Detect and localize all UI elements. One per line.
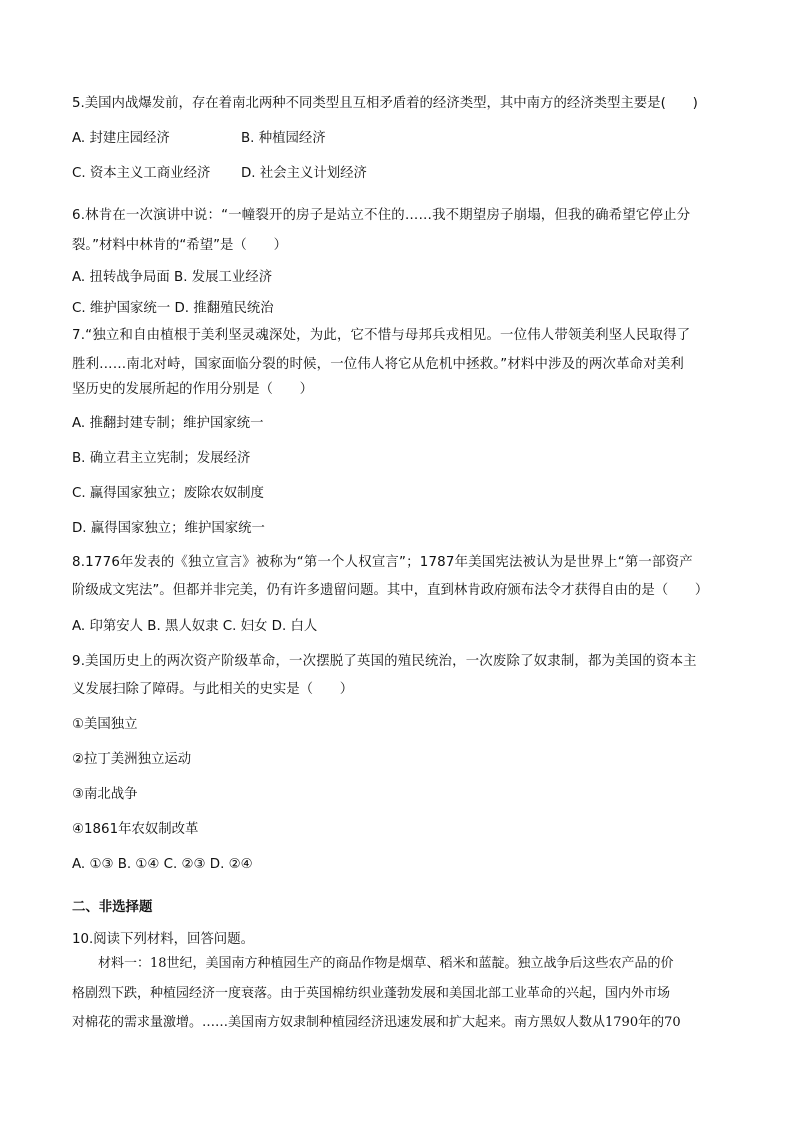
question-9-item-4: ④1861年农奴制改革 [72, 822, 199, 837]
question-6-stem-line-1: 6.林肯在一次演讲中说：“一幢裂开的房子是站立不住的……我不期望房子崩塌，但我的确希望它停止分 [72, 208, 691, 223]
question-10-stem: 10.阅读下列材料，回答问题。 [72, 932, 254, 947]
question-5-stem: 5.美国内战爆发前，存在着南北两种不同类型且互相矛盾着的经济类型，其中南方的经济类型主要是( ) [72, 96, 698, 111]
question-8-options: A. 印第安人 B. 黑人奴隶 C. 妇女 D. 白人 [72, 619, 318, 634]
question-5-option-b: B. 种植园经济 [241, 131, 326, 146]
material-1-line-3: 对棉花的需求量激增。……美国南方奴隶制种植园经济迅速发展和扩大起来。南方黑奴人数从1790年的70 [72, 1015, 681, 1030]
section-heading: 二、非选择题 [72, 900, 153, 915]
question-9-item-3: ③南北战争 [72, 787, 138, 802]
question-6-stem-line-2: 裂。”材料中林肯的“希望”是（ ） [72, 238, 287, 253]
question-5-option-d: D. 社会主义计划经济 [241, 166, 367, 181]
question-8-stem-line-2: 阶级成文宪法”。但都并非完美，仍有许多遗留问题。其中，直到林肯政府颁布法令才获得自由的是（ ） [72, 583, 709, 598]
question-5-option-c: C. 资本主义工商业经济 [72, 166, 211, 181]
question-9-item-1: ①美国独立 [72, 717, 138, 732]
question-9-stem-line-2: 义发展扫除了障碍。与此相关的史实是（ ） [72, 682, 354, 697]
question-7-option-d: D. 赢得国家独立；维护国家统一 [72, 521, 265, 536]
question-7-option-a: A. 推翻封建专制；维护国家统一 [72, 416, 264, 431]
material-1-line-2: 格剧烈下跌，种植园经济一度衰落。由于英国棉纺织业蓬勃发展和美国北部工业革命的兴起，国内外市场 [72, 986, 671, 1001]
question-6-options-ab: A. 扭转战争局面 B. 发展工业经济 [72, 270, 273, 285]
question-9-options: A. ①③ B. ①④ C. ②③ D. ②④ [72, 857, 253, 872]
question-8-stem-line-1: 8.1776年发表的《独立宣言》被称为“第一个人权宣言”；1787年美国宪法被认为是世界上“第一部资产 [72, 555, 693, 570]
question-6-options-cd: C. 维护国家统一 D. 推翻殖民统治 [72, 301, 274, 316]
question-7-option-c: C. 赢得国家独立；废除农奴制度 [72, 486, 264, 501]
question-7-stem-line-3: 坚历史的发展所起的作用分别是（ ） [72, 382, 314, 397]
question-7-stem-line-2: 胜利……南北对峙，国家面临分裂的时候，一位伟人将它从危机中拯救。”材料中涉及的两次革命对美利 [72, 357, 685, 372]
question-9-stem-line-1: 9.美国历史上的两次资产阶级革命，一次摆脱了英国的殖民统治，一次废除了奴隶制，都为美国的资本主 [72, 654, 697, 669]
material-1-line-1: 材料一：18世纪，美国南方种植园生产的商品作物是烟草、稻米和蓝靛。独立战争后这些农产品的价 [98, 956, 674, 971]
question-5-option-a: A. 封建庄园经济 [72, 131, 170, 146]
question-7-stem-line-1: 7.“独立和自由植根于美利坚灵魂深处，为此，它不惜与母邦兵戎相见。一位伟人带领美利坚人民取得了 [72, 328, 691, 343]
question-9-item-2: ②拉丁美洲独立运动 [72, 752, 192, 767]
question-7-option-b: B. 确立君主立宪制；发展经济 [72, 451, 251, 466]
